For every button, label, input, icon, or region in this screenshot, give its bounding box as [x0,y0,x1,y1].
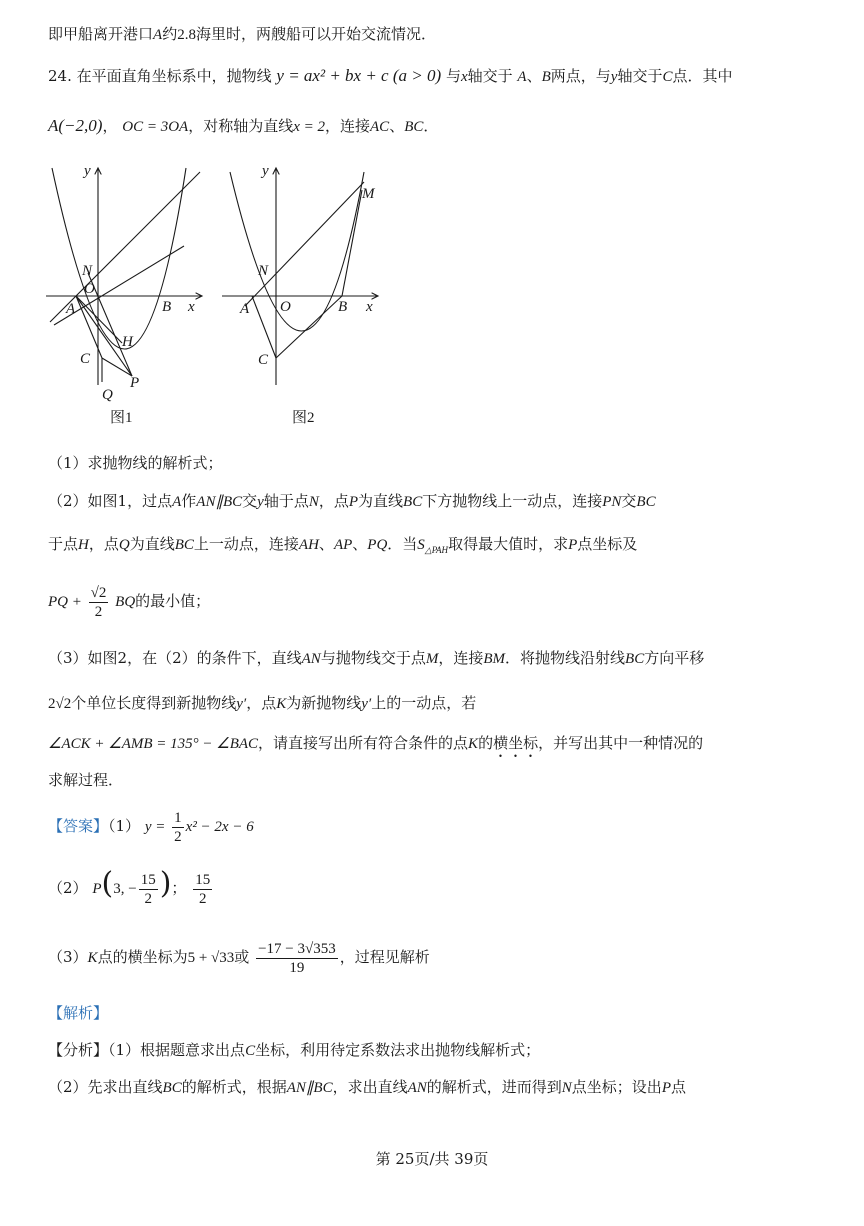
analysis-line-2: （2）先求出直线BC的解析式，根据AN∥BC，求出直线AN的解析式，进而得到N点坐标；设出P点 [48,1078,686,1096]
svg-text:N: N [258,263,269,279]
question-24-line-1: 24. 在平面直角坐标系中，抛物线 y = ax² + bx + c (a > 0) 与x轴交于 A、B两点，与y轴交于C点．其中 [48,66,733,85]
svg-text:O: O [280,299,291,315]
part-2-line-1: （2）如图1，过点A作AN∥BC交y轴于点N，点P为直线BC下方抛物线上一动点，连接PN交BC [48,492,656,510]
question-24-line-2: A(−2,0)， OC = 3OA，对称轴为直线x = 2，连接AC、BC． [48,116,439,135]
analysis-line-1: 【分析】（1）根据题意求出点C坐标，利用待定系数法求出抛物线解析式； [48,1041,541,1059]
part-3-line-3: ∠ACK + ∠AMB = 135° − ∠BAC，请直接写出所有符合条件的点K的横坐标，并写出其中一种情况的 [48,734,704,752]
figure-1-labels [65,163,195,403]
answer-tag: 【答案】 [48,817,109,835]
answer-3: （3）K点的横坐标为5 + √33或 $\frac{-17 - 3√353}{19}$ ，过程见解析 [48,940,430,976]
svg-text:H: H [122,334,133,350]
svg-text:C: C [258,352,269,368]
part-2-line-2: 于点H，点Q为直线BC上一动点，连接AH、AP、PQ．当$S_{\triangle PAH}$取得最大值时，求P点坐标及 [48,535,638,555]
answer-1: 【答案】（1） y = $\frac{1}{2}$ x² − 2x − 6 [48,809,254,845]
svg-text:B: B [338,299,348,315]
svg-text:N: N [82,263,93,279]
part-3-line-2: 2√2个单位长度得到新抛物线y′，点K为新抛物线y′上的一动点，若 [48,694,477,712]
answer-2: （2） P(3, − $\frac{15}{2}$ )； $\frac{15}{2}$ [48,866,211,907]
page-footer: 第 25页/共 39页 [375,1150,489,1168]
analysis-tag: 【解析】 [48,1004,109,1022]
svg-text:C: C [80,351,91,367]
svg-text:A: A [66,301,76,317]
part-1: （1）求抛物线的解析式； [48,454,223,472]
figure-1-caption: 图1 [110,410,133,426]
svg-text:A: A [240,301,250,317]
figure-1-and-2 [40,160,400,410]
figure-2 [222,168,378,385]
svg-text:y: y [262,163,269,179]
svg-text:B: B [162,299,172,315]
svg-text:x: x [188,299,195,315]
svg-text:Q: Q [102,387,113,403]
figures [40,160,400,426]
part-3-line-4: 求解过程． [48,771,124,789]
svg-text:y: y [84,163,91,179]
figure-2-caption: 图2 [292,410,315,426]
svg-text:x: x [366,299,373,315]
figure-1 [46,168,202,385]
svg-text:O: O [84,281,95,297]
svg-text:P: P [130,375,140,391]
part-2-line-3: PQ + $\frac{√2}{2}$ BQ的最小值； [48,584,211,620]
svg-text:M: M [362,186,375,202]
part-3-line-1: （3）如图2，在（2）的条件下，直线AN与抛物线交于点M，连接BM．将抛物线沿射线BC方向平移 [48,649,705,667]
prev-question-tail: 即甲船离开港口A约2.8海里时，两艘船可以开始交流情况． [48,25,436,43]
figure-2-labels [239,163,376,368]
